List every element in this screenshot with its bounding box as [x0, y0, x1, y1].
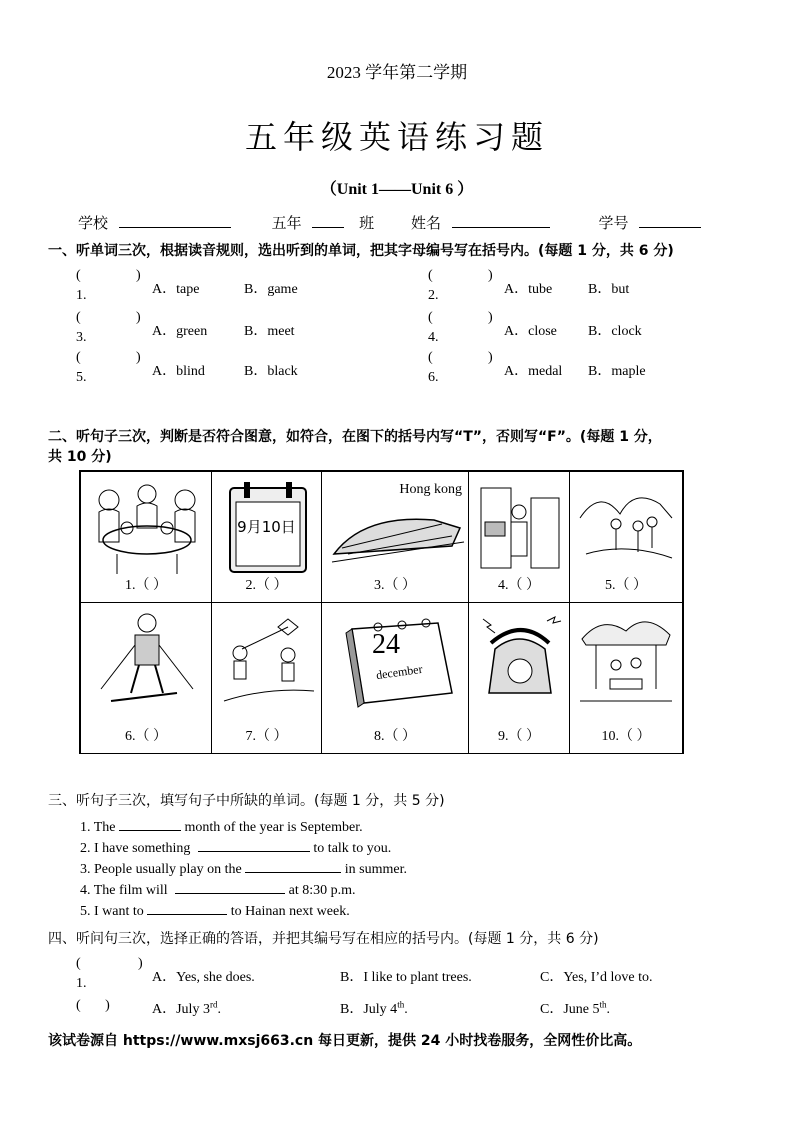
option-text: B．July 4 — [340, 1002, 398, 1017]
sentence-start: 3. People usually play on the — [80, 862, 242, 877]
section4-heading: 四、听问句三次，选择正确的答语，并把其编号写在相应的括号内。(每题 1 分，共 6 分) — [48, 931, 599, 947]
answer-caption[interactable]: 3.（ ） — [374, 578, 416, 593]
picture-cell-5 — [569, 471, 683, 603]
december-calendar-illustration — [328, 609, 468, 713]
answer-paren: ) — [488, 268, 493, 283]
question-number: 6. — [428, 370, 439, 385]
name-label: 姓名 — [410, 214, 441, 232]
answer-caption[interactable]: 7.（ ） — [245, 729, 288, 744]
telephone-illustration — [475, 609, 565, 713]
footer-source: 该试卷源自 https://www.mxsj663.cn 每日更新，提供 24 小时找卷服务，全网性价比高。 — [48, 1033, 642, 1049]
sentence-start: 1. The — [80, 820, 116, 835]
option-text: A．July 3 — [152, 1002, 210, 1017]
question-number: 1. — [76, 288, 87, 303]
fill-line-2 — [80, 839, 391, 857]
calendar-day: 24 — [372, 629, 400, 660]
section2-heading: 二、听句子三次，判断是否符合图意，如符合，在图下的括号内写“T”，否则写“F”。(每题 1 分， — [48, 429, 662, 445]
sentence-start: 2. I have something — [80, 841, 191, 856]
question-number: 4. — [428, 330, 439, 345]
city-label: Hong kong — [399, 482, 462, 497]
option-a: A．Yes, she does. — [152, 970, 255, 985]
option-a: A．green — [152, 324, 208, 339]
answer-paren[interactable]: ( — [76, 956, 81, 971]
info-row — [78, 212, 701, 233]
question-number: 2. — [428, 288, 439, 303]
ordinal-suffix: rd — [209, 999, 218, 1010]
train-illustration — [328, 502, 468, 578]
picture-cell-10 — [569, 602, 683, 754]
answer-paren[interactable]: ( — [428, 268, 433, 283]
sentence-end: to talk to you. — [313, 841, 392, 856]
section3-heading: 三、听句子三次，填写句子中所缺的单词。(每题 1 分，共 5 分) — [48, 793, 445, 809]
answer-caption[interactable]: 8.（ ） — [374, 729, 416, 744]
option-b: B．game — [244, 282, 298, 297]
sentence-end: to Hainan next week. — [230, 904, 350, 919]
option-a: A．close — [504, 324, 557, 339]
unit-range: （Unit 1——Unit 6 ） — [320, 181, 474, 198]
grade-label: 五年 — [271, 214, 302, 232]
picture-cell-6 — [80, 602, 212, 754]
ordinal-suffix: th — [397, 999, 405, 1010]
page-title: 五年级英语练习题 — [244, 118, 549, 156]
answer-paren[interactable]: ( — [428, 310, 433, 325]
fill-line-5 — [80, 902, 350, 920]
option-a: A．medal — [504, 364, 563, 379]
option-b: B．black — [244, 364, 298, 379]
option-c: C．Yes, I’d love to. — [540, 970, 653, 985]
number-field[interactable] — [639, 215, 701, 228]
hiking-illustration — [576, 478, 676, 578]
answer-paren: ) — [136, 268, 141, 283]
answer-paren: ) — [138, 956, 143, 971]
sentence-end: in summer. — [344, 862, 407, 877]
question-number: 5. — [76, 370, 87, 385]
ordinal-suffix: th — [599, 999, 607, 1010]
school-label: 学校 — [78, 214, 109, 232]
class-label: 班 — [359, 214, 375, 232]
answer-paren[interactable]: ( — [428, 350, 433, 365]
answer-caption[interactable]: 1.（ ） — [125, 578, 167, 593]
class-field[interactable] — [312, 215, 344, 228]
picture-cell-7 — [211, 602, 322, 754]
option-a: A．blind — [152, 364, 205, 379]
fill-blank[interactable] — [147, 902, 227, 915]
option-a: A．tube — [504, 282, 553, 297]
picture-cell-4 — [468, 471, 570, 603]
option-b: B．July 4th. — [340, 999, 408, 1017]
option-c: C．June 5th. — [540, 999, 611, 1017]
option-b: B．meet — [244, 324, 295, 339]
picture-cell-9 — [468, 602, 570, 754]
fill-blank[interactable] — [175, 881, 285, 894]
option-b: B．I like to plant trees. — [340, 970, 472, 985]
option-a: A．July 3rd. — [152, 999, 221, 1017]
sentence-end: at 8:30 p.m. — [288, 883, 356, 898]
section1-heading: 一、听单词三次，根据读音规则，选出听到的单词，把其字母编号写在括号内。(每题 1 分，共 6 分) — [48, 243, 674, 259]
question-number: 3. — [76, 330, 87, 345]
picture-cell-8 — [321, 602, 469, 754]
answer-caption[interactable]: 10.（ ） — [601, 729, 651, 744]
option-b: B．maple — [588, 364, 646, 379]
term-label: 2023 学年第二学期 — [326, 63, 468, 82]
fill-blank[interactable] — [245, 860, 341, 873]
shop-counter-illustration — [475, 478, 565, 578]
fill-blank[interactable] — [119, 818, 181, 831]
answer-paren: ) — [136, 350, 141, 365]
answer-caption[interactable]: 6.（ ） — [125, 729, 167, 744]
picture-grid — [79, 470, 684, 754]
question-number: 1. — [76, 976, 87, 991]
calendar-date: 9月10日 — [237, 518, 296, 536]
option-text: C．June 5 — [540, 1002, 600, 1017]
answer-caption[interactable]: 5.（ ） — [605, 578, 647, 593]
option-a: A．tape — [152, 282, 200, 297]
answer-paren: ) — [136, 310, 141, 325]
answer-paren[interactable]: ( — [76, 350, 81, 365]
answer-caption[interactable]: 2.（ ） — [245, 578, 288, 593]
option-b: B．clock — [588, 324, 642, 339]
fill-blank[interactable] — [198, 839, 310, 852]
sentence-start: 4. The film will — [80, 883, 168, 898]
answer-paren[interactable]: ( — [76, 268, 81, 283]
fill-line-3 — [80, 860, 407, 878]
answer-paren: ) — [488, 310, 493, 325]
name-field[interactable] — [452, 215, 550, 228]
answer-paren[interactable]: ( — [76, 310, 81, 325]
sentence-end: month of the year is September. — [184, 820, 363, 835]
fill-line-4 — [80, 881, 356, 899]
section1-items — [76, 268, 756, 390]
answer-paren: ) — [488, 350, 493, 365]
park-picnic-illustration — [576, 609, 676, 713]
calendar-month: december — [375, 661, 424, 683]
answer-paren-pair[interactable]: ( ) — [76, 998, 110, 1013]
kite-flying-illustration — [218, 609, 318, 713]
fill-line-1 — [80, 818, 363, 836]
answer-caption[interactable]: 4.（ ） — [498, 578, 540, 593]
skiing-illustration — [87, 609, 207, 713]
section2-heading-cont: 共 10 分) — [48, 449, 112, 465]
number-label: 学号 — [598, 214, 629, 232]
option-b: B．but — [588, 282, 630, 297]
family-dinner-illustration — [87, 478, 207, 578]
sentence-start: 5. I want to — [80, 904, 144, 919]
answer-caption[interactable]: 9.（ ） — [498, 729, 540, 744]
picture-cell-3 — [321, 471, 469, 603]
school-field[interactable] — [119, 215, 231, 228]
picture-cell-1 — [80, 471, 212, 603]
picture-cell-2 — [211, 471, 322, 603]
